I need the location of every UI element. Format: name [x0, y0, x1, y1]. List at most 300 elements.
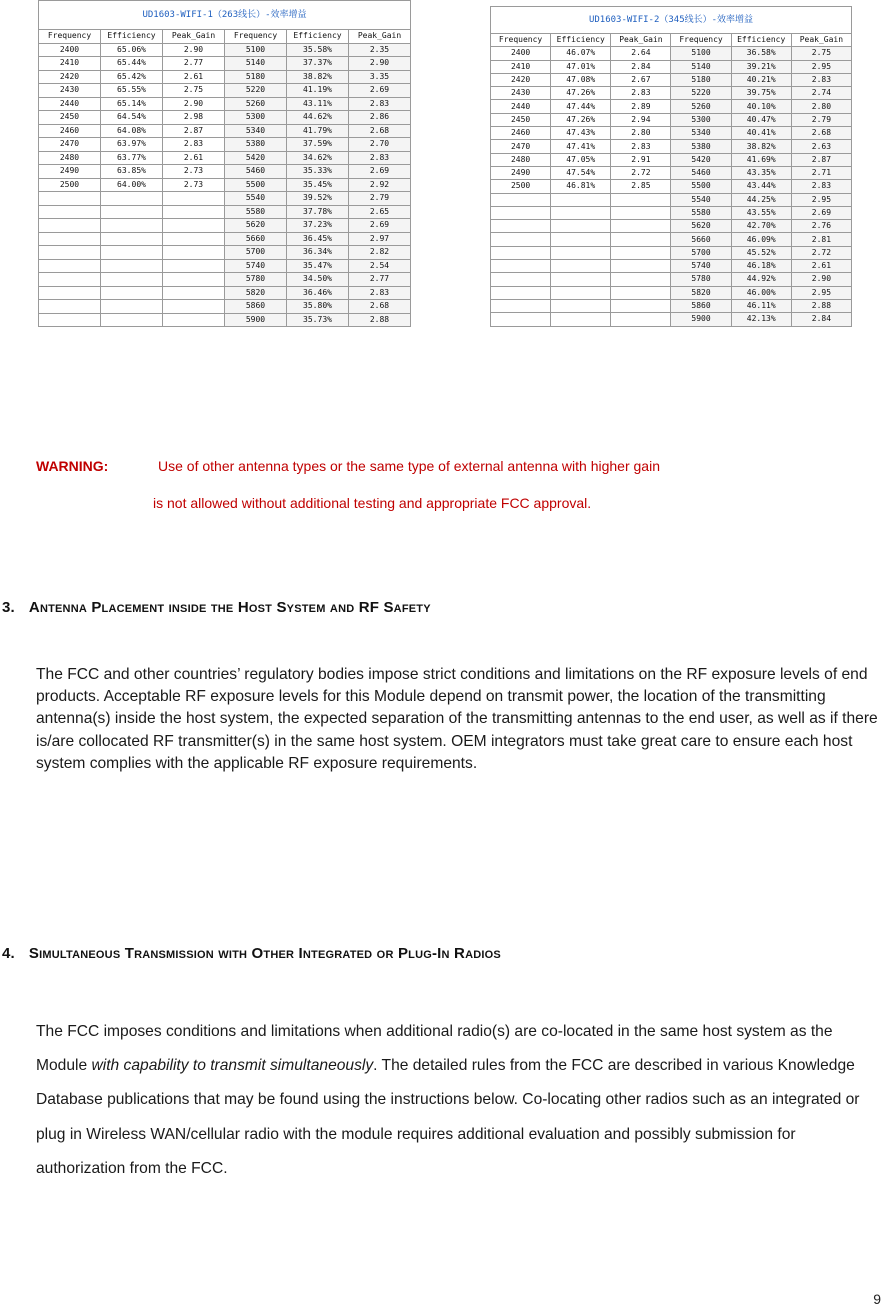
table-cell: 63.97% [101, 138, 163, 152]
table-cell: 2.88 [349, 313, 411, 327]
table-cell: 2.72 [791, 246, 851, 259]
table-cell: 38.82% [731, 140, 791, 153]
table-row [39, 300, 411, 314]
table-cell: 2.80 [611, 127, 671, 140]
table-cell: 2430 [39, 84, 101, 98]
table-cell: 64.54% [101, 111, 163, 125]
table-cell: 34.50% [287, 273, 349, 287]
table-cell: 2.90 [791, 273, 851, 286]
table-row [39, 286, 411, 300]
table-cell [491, 313, 551, 326]
table-cell: 2.90 [349, 57, 411, 71]
section-number: 4. [2, 945, 15, 962]
table-cell [163, 313, 225, 327]
table-cell: 36.34% [287, 246, 349, 260]
table-row [39, 124, 411, 138]
table-cell: 5780 [671, 273, 731, 286]
table-cell [491, 273, 551, 286]
table-cell [551, 246, 611, 259]
table-row [491, 220, 852, 233]
efficiency-gain-table-wifi-2 [490, 6, 852, 327]
table-row [39, 84, 411, 98]
table-cell: 42.13% [731, 313, 791, 326]
table-cell: 65.42% [101, 70, 163, 84]
table-row [491, 140, 852, 153]
table-cell [163, 300, 225, 314]
table-cell: 47.44% [551, 100, 611, 113]
table-cell: 2.65 [349, 205, 411, 219]
column-header: Efficiency [287, 30, 349, 44]
table-cell: 2400 [491, 47, 551, 60]
table-row [39, 97, 411, 111]
table-row [39, 70, 411, 84]
table-cell: 46.00% [731, 286, 791, 299]
table-cell: 41.69% [731, 153, 791, 166]
table-cell: 47.43% [551, 127, 611, 140]
table-cell: 2.61 [163, 151, 225, 165]
table-cell: 5140 [225, 57, 287, 71]
table-cell [551, 206, 611, 219]
table-cell [611, 220, 671, 233]
table-cell: 2460 [491, 127, 551, 140]
table-cell: 2.85 [611, 180, 671, 193]
table-title: UD1603-WIFI-1（263线长）-效率增益 [39, 1, 411, 30]
efficiency-gain-table-wifi-1 [38, 0, 411, 327]
table-cell: 5100 [671, 47, 731, 60]
table-cell [39, 273, 101, 287]
table-cell: 46.18% [731, 260, 791, 273]
table-row [491, 113, 852, 126]
table-cell: 65.14% [101, 97, 163, 111]
table-cell [551, 273, 611, 286]
table-cell: 2.75 [791, 47, 851, 60]
table-cell: 42.70% [731, 220, 791, 233]
table-cell: 2440 [491, 100, 551, 113]
table-cell: 35.33% [287, 165, 349, 179]
table-cell [551, 299, 611, 312]
warning-text-line-2: is not allowed without additional testing and appropriate FCC approval. [153, 495, 592, 511]
table-cell: 5620 [225, 219, 287, 233]
section-4-body-start: The FCC imposes conditions and limitations when additional radio(s) are co-located in the same host system as the Module [36, 1023, 833, 1075]
table-cell: 2.69 [349, 165, 411, 179]
table-cell [101, 205, 163, 219]
table-cell: 5260 [225, 97, 287, 111]
table-cell [491, 193, 551, 206]
table-cell: 5380 [225, 138, 287, 152]
table-cell: 5500 [225, 178, 287, 192]
column-header: Frequency [491, 34, 551, 47]
table-cell: 5580 [671, 206, 731, 219]
table-cell: 36.46% [287, 286, 349, 300]
table-cell: 2480 [491, 153, 551, 166]
table-cell: 5300 [225, 111, 287, 125]
table-cell: 2.83 [791, 180, 851, 193]
table-cell: 5900 [671, 313, 731, 326]
table-row [491, 73, 852, 86]
table-cell: 2.69 [791, 206, 851, 219]
table-cell [101, 219, 163, 233]
table-cell: 2.97 [349, 232, 411, 246]
table-cell: 5900 [225, 313, 287, 327]
table-cell [491, 286, 551, 299]
table-cell: 2.95 [791, 60, 851, 73]
table-cell: 44.62% [287, 111, 349, 125]
table-cell [101, 246, 163, 260]
table-cell [611, 260, 671, 273]
table-cell [551, 260, 611, 273]
table-cell: 2.83 [349, 97, 411, 111]
column-header: Peak_Gain [791, 34, 851, 47]
table-cell: 46.81% [551, 180, 611, 193]
table-cell: 5860 [671, 299, 731, 312]
table-cell [551, 220, 611, 233]
table-cell: 40.41% [731, 127, 791, 140]
table-cell: 2500 [39, 178, 101, 192]
table-cell: 2420 [491, 73, 551, 86]
column-header: Frequency [225, 30, 287, 44]
table-row [39, 259, 411, 273]
table-cell: 2.83 [349, 151, 411, 165]
table-row [491, 127, 852, 140]
table-cell: 40.47% [731, 113, 791, 126]
table-cell: 5740 [225, 259, 287, 273]
table-cell: 65.55% [101, 84, 163, 98]
column-header: Frequency [671, 34, 731, 47]
table-row [491, 166, 852, 179]
table-cell: 40.21% [731, 73, 791, 86]
table-cell: 46.11% [731, 299, 791, 312]
table-cell: 2.64 [611, 47, 671, 60]
table-row [39, 165, 411, 179]
table-cell [551, 193, 611, 206]
table-cell: 47.26% [551, 87, 611, 100]
table-row [491, 193, 852, 206]
table-row [39, 111, 411, 125]
table-cell: 2.61 [791, 260, 851, 273]
table-cell: 36.58% [731, 47, 791, 60]
table-cell: 5740 [671, 260, 731, 273]
table-row [491, 47, 852, 60]
table-cell: 2.80 [791, 100, 851, 113]
table-cell: 2.90 [163, 97, 225, 111]
table-cell: 41.19% [287, 84, 349, 98]
table-cell: 2.69 [349, 84, 411, 98]
column-header: Peak_Gain [611, 34, 671, 47]
table-cell: 2470 [39, 138, 101, 152]
table-cell: 2.84 [791, 313, 851, 326]
table-row [39, 313, 411, 327]
section-4-body-end: . The detailed rules from the FCC are described in various Knowledge Database publications that may be found using the instructions below. Co-locating other radios such as an integrated or plug in Wireless WAN/cellular radio with the module requires additional evaluation and possibly submission for authorization from the FCC. [36, 1057, 860, 1177]
table-cell: 5860 [225, 300, 287, 314]
table-cell: 37.59% [287, 138, 349, 152]
table-cell: 2.81 [791, 233, 851, 246]
table-cell: 5700 [225, 246, 287, 260]
table-row [39, 246, 411, 260]
table-cell [491, 299, 551, 312]
table-cell: 39.52% [287, 192, 349, 206]
table-cell: 3.35 [349, 70, 411, 84]
table-row [39, 138, 411, 152]
table-cell: 5340 [225, 124, 287, 138]
column-header: Peak_Gain [349, 30, 411, 44]
table-cell: 5820 [671, 286, 731, 299]
table-cell: 2.68 [791, 127, 851, 140]
table-row [39, 151, 411, 165]
table-cell [39, 313, 101, 327]
table-cell [491, 220, 551, 233]
table-cell: 36.45% [287, 232, 349, 246]
table-row [491, 246, 852, 259]
table-cell: 2.71 [791, 166, 851, 179]
column-header: Frequency [39, 30, 101, 44]
table-cell [163, 259, 225, 273]
table-cell: 2410 [491, 60, 551, 73]
table-cell: 43.11% [287, 97, 349, 111]
table-cell: 47.05% [551, 153, 611, 166]
table-row [39, 57, 411, 71]
table-cell [491, 260, 551, 273]
column-header: Peak_Gain [163, 30, 225, 44]
table-cell [611, 193, 671, 206]
table-cell: 46.09% [731, 233, 791, 246]
table-cell: 40.10% [731, 100, 791, 113]
section-3-heading [2, 599, 431, 616]
table-row [39, 219, 411, 233]
table-row [39, 205, 411, 219]
table-cell [39, 300, 101, 314]
table-cell: 2.82 [349, 246, 411, 260]
table-cell: 41.79% [287, 124, 349, 138]
table-cell: 5820 [225, 286, 287, 300]
table-row [491, 180, 852, 193]
section-title: Simultaneous Transmission with Other Integrated or Plug-In Radios [28, 945, 501, 962]
table-cell: 2.73 [163, 178, 225, 192]
table-cell: 2.68 [349, 300, 411, 314]
table-cell: 5100 [225, 43, 287, 57]
table-row [491, 153, 852, 166]
table-cell [39, 232, 101, 246]
table-cell: 37.78% [287, 205, 349, 219]
table-cell: 2.74 [791, 87, 851, 100]
table-cell: 5220 [225, 84, 287, 98]
table-cell: 63.85% [101, 165, 163, 179]
table-row [39, 232, 411, 246]
table-cell [163, 192, 225, 206]
section-number: 3. [2, 599, 15, 616]
table-cell: 2.35 [349, 43, 411, 57]
table-row [39, 178, 411, 192]
table-cell: 2450 [491, 113, 551, 126]
table-header-row [491, 34, 852, 47]
table-cell: 2.67 [611, 73, 671, 86]
table-cell: 2.88 [791, 299, 851, 312]
table-cell: 37.37% [287, 57, 349, 71]
table-cell: 43.55% [731, 206, 791, 219]
table-cell: 2500 [491, 180, 551, 193]
table-cell [163, 273, 225, 287]
table-cell: 5420 [671, 153, 731, 166]
table-cell [101, 192, 163, 206]
table-cell: 2.54 [349, 259, 411, 273]
table-cell: 2.72 [611, 166, 671, 179]
table-cell: 2480 [39, 151, 101, 165]
table-cell [551, 313, 611, 326]
table-cell [101, 273, 163, 287]
table-cell [163, 205, 225, 219]
table-cell [611, 246, 671, 259]
table-cell [551, 286, 611, 299]
table-cell: 2490 [39, 165, 101, 179]
table-cell [39, 205, 101, 219]
table-row [491, 206, 852, 219]
table-cell [101, 313, 163, 327]
table-cell: 44.92% [731, 273, 791, 286]
table-cell [163, 219, 225, 233]
table-cell [101, 286, 163, 300]
table-cell: 38.82% [287, 70, 349, 84]
table-cell [163, 286, 225, 300]
table-cell [101, 232, 163, 246]
table-cell [39, 219, 101, 233]
table-cell: 5540 [671, 193, 731, 206]
table-title: UD1603-WIFI-2（345线长）-效率增益 [491, 7, 852, 34]
column-header: Efficiency [551, 34, 611, 47]
table-cell [101, 300, 163, 314]
table-cell: 2.70 [349, 138, 411, 152]
section-title: Antenna Placement inside the Host System and RF Safety [28, 599, 431, 616]
table-cell: 2.95 [791, 193, 851, 206]
table-cell: 45.52% [731, 246, 791, 259]
table-cell: 5660 [225, 232, 287, 246]
table-cell: 5300 [671, 113, 731, 126]
table-cell: 2410 [39, 57, 101, 71]
table-cell: 47.01% [551, 60, 611, 73]
table-cell: 47.08% [551, 73, 611, 86]
table-cell: 5460 [671, 166, 731, 179]
table-cell: 5780 [225, 273, 287, 287]
table-cell: 5460 [225, 165, 287, 179]
table-cell: 2.84 [611, 60, 671, 73]
table-cell: 5420 [225, 151, 287, 165]
table-cell: 5180 [671, 73, 731, 86]
table-cell: 5540 [225, 192, 287, 206]
table-cell: 2.95 [791, 286, 851, 299]
table-cell: 2.90 [163, 43, 225, 57]
table-cell [491, 206, 551, 219]
table-cell: 43.35% [731, 166, 791, 179]
column-header: Efficiency [731, 34, 791, 47]
table-cell: 35.47% [287, 259, 349, 273]
table-cell: 2420 [39, 70, 101, 84]
table-cell [611, 313, 671, 326]
table-cell: 2.94 [611, 113, 671, 126]
table-body [491, 47, 852, 326]
table-cell: 2.77 [349, 273, 411, 287]
table-cell: 2440 [39, 97, 101, 111]
table-cell [611, 299, 671, 312]
table-row [491, 260, 852, 273]
table-row [39, 192, 411, 206]
table-cell: 2460 [39, 124, 101, 138]
table-cell: 2.77 [163, 57, 225, 71]
table-row [491, 60, 852, 73]
table-cell [611, 233, 671, 246]
table-cell: 64.00% [101, 178, 163, 192]
table-cell: 2.83 [791, 73, 851, 86]
table-cell: 5220 [671, 87, 731, 100]
table-cell: 2400 [39, 43, 101, 57]
table-cell: 2.63 [791, 140, 851, 153]
table-cell: 2.87 [791, 153, 851, 166]
section-4-body [36, 1015, 882, 1186]
table-cell: 5580 [225, 205, 287, 219]
table-row [39, 273, 411, 287]
table-cell: 34.62% [287, 151, 349, 165]
warning-text-line-1: Use of other antenna types or the same type of external antenna with higher gain [158, 458, 660, 474]
table-cell: 63.77% [101, 151, 163, 165]
table-cell [163, 232, 225, 246]
table-row [491, 100, 852, 113]
table-cell: 2.79 [791, 113, 851, 126]
table-cell [551, 233, 611, 246]
table-cell [39, 286, 101, 300]
table-cell [39, 192, 101, 206]
table-cell: 2470 [491, 140, 551, 153]
table-cell: 2.68 [349, 124, 411, 138]
table-cell: 2.92 [349, 178, 411, 192]
table-cell: 5620 [671, 220, 731, 233]
table-cell: 2.75 [163, 84, 225, 98]
table-cell: 2.98 [163, 111, 225, 125]
table-cell: 47.54% [551, 166, 611, 179]
table-cell [163, 246, 225, 260]
table-cell: 65.06% [101, 43, 163, 57]
table-cell: 2.91 [611, 153, 671, 166]
table-cell [611, 286, 671, 299]
table-cell: 44.25% [731, 193, 791, 206]
table-cell: 5660 [671, 233, 731, 246]
table-cell [101, 259, 163, 273]
table-row [491, 299, 852, 312]
table-cell: 2450 [39, 111, 101, 125]
column-header: Efficiency [101, 30, 163, 44]
table-cell: 35.45% [287, 178, 349, 192]
table-cell: 2.83 [611, 140, 671, 153]
table-cell: 2.73 [163, 165, 225, 179]
section-3-body: The FCC and other countries’ regulatory bodies impose strict conditions and limitations on the RF exposure levels of end products. Acceptable RF exposure levels for this Module depend on transmit power, the location of the transmitting antenna(s) inside the host system, the expected separation of the transmitting antennas to the end user, as well as if there is/are collocated RF transmitter(s) in the same host system. OEM integrators must take great care to ensure each host system complies with the applicable RF exposure requirements. [36, 666, 878, 772]
table-row [39, 43, 411, 57]
table-cell: 2430 [491, 87, 551, 100]
table-cell: 5140 [671, 60, 731, 73]
section-4-heading [2, 945, 501, 962]
table-cell: 5500 [671, 180, 731, 193]
table-cell: 47.26% [551, 113, 611, 126]
table-cell: 46.07% [551, 47, 611, 60]
table-row [491, 286, 852, 299]
table-cell: 39.75% [731, 87, 791, 100]
table-cell: 5380 [671, 140, 731, 153]
table-cell: 2.83 [163, 138, 225, 152]
table-cell [491, 246, 551, 259]
page-number: 9 [873, 1291, 881, 1307]
table-cell: 2.61 [163, 70, 225, 84]
table-cell [39, 259, 101, 273]
section-4-body-emphasis: with capability to transmit simultaneously [91, 1057, 374, 1075]
table-cell: 35.58% [287, 43, 349, 57]
table-cell: 2.76 [791, 220, 851, 233]
table-row [491, 87, 852, 100]
table-cell: 2.79 [349, 192, 411, 206]
